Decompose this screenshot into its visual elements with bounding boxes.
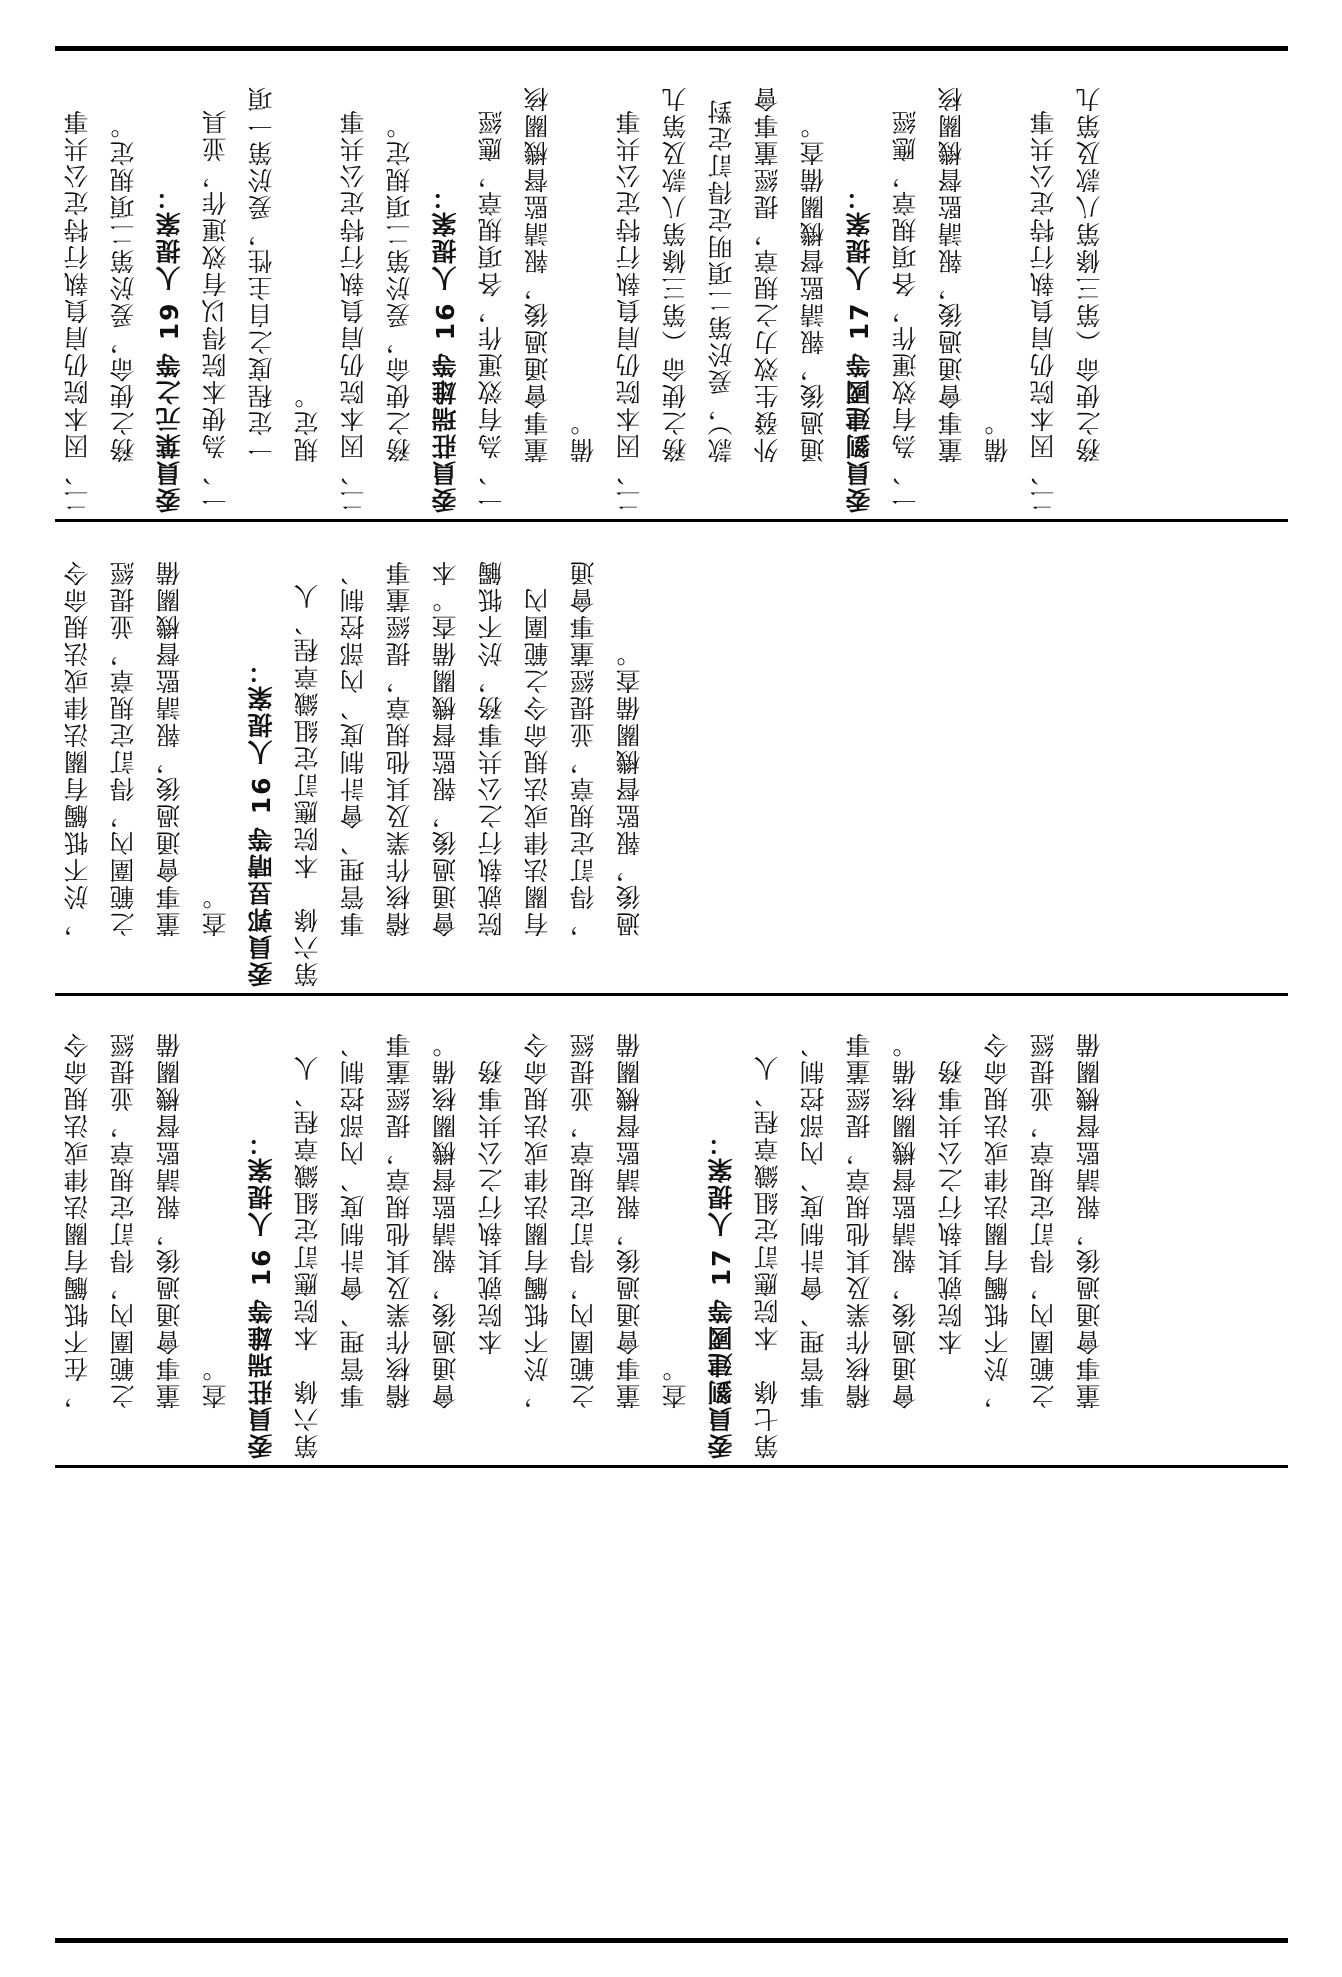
text-line: 款），爰於第二項明定得訂定對: [707, 97, 736, 463]
text-line: 查。: [201, 1355, 230, 1409]
text-line: 之範圍內，得訂定規章，並提經: [109, 1031, 138, 1409]
text-line: 會通過後，報請監督機關核備。: [431, 1031, 460, 1409]
text-line: 二、因本院仍肩負執行特定公共事: [339, 108, 368, 513]
proposal-heading: 委員劉建國等 17 人提案：: [845, 182, 874, 513]
text-line: 一定程度之自主性，爰於第一項: [247, 85, 276, 463]
text-line: 稽核作業及其他規章，提經董事: [845, 1031, 874, 1409]
text-line: 務之使命，爰於第二項規定。: [109, 112, 138, 463]
text-line: 一、為有效運作，各項規章，應經: [891, 108, 920, 513]
text-line: 第六條 本院應訂定組織章程、人: [293, 1054, 322, 1459]
text-line: ，得訂定規章，並提經董事會通: [569, 559, 598, 937]
text-line: 院就執行之公共事務，於不牴觸: [477, 559, 506, 937]
text-line: ，於不牴觸有關法律或法規命令: [63, 559, 92, 937]
rotated-document-body: [55, 51, 1288, 1465]
proposal-heading: 委員郭昱晴等 16 人提案：: [247, 656, 276, 987]
text-line: 之範圍內，得訂定規章，並提經: [1029, 1031, 1058, 1409]
text-line: 第七條 本院應訂定組織章程、人: [753, 1054, 782, 1459]
text-line: 有關法律或法規命令之範圍內: [523, 586, 552, 937]
text-line: 過後，報監督機關備查。: [615, 640, 644, 937]
text-line: 二、因本院仍肩負執行特定公共事: [63, 108, 92, 513]
text-band-2: [55, 523, 1288, 993]
column-band-3: [55, 997, 1288, 1465]
band-separator-1: [55, 519, 1288, 522]
band-separator-2: [55, 993, 1288, 996]
text-line: 備。: [983, 409, 1012, 463]
column-band-2: [55, 523, 1288, 993]
text-band-3: [55, 997, 1288, 1465]
text-line: 稽核作業及其他規章，提經董事: [385, 1031, 414, 1409]
text-line: 二、因本院仍肩負執行特定公共事: [615, 108, 644, 513]
column-band-1: [55, 51, 1288, 519]
text-line: 事管理、會計制度、內部控制、: [799, 1031, 828, 1409]
text-line: ，於不牴觸有關法律或法規命令: [983, 1031, 1012, 1409]
proposal-heading: 委員葉元之等 19 人提案：: [155, 182, 184, 513]
text-line: 一、為使本院得以有效運作，並具: [201, 108, 230, 513]
text-line: 會通過後，報請監督機關核備。: [891, 1031, 920, 1409]
text-line: 董事會通過後，報請監督機關核: [523, 85, 552, 463]
text-line: 之範圍內，得訂定規章，並提經: [109, 559, 138, 937]
text-line: 務之使命（第三條第八款及第九: [661, 85, 690, 463]
proposal-heading: 委員莊瑞雄等 16 人提案：: [431, 182, 460, 513]
text-line: 外發生效力之規章，提經董事會: [753, 85, 782, 463]
text-line: 董事會通過後，報請監督機關備: [155, 559, 184, 937]
text-line: 之範圍內，得訂定規章，並提經: [569, 1031, 598, 1409]
text-line: 查。: [661, 1355, 690, 1409]
text-line: 規定。: [293, 382, 322, 463]
text-line: 務之使命（第三條第八款及第九: [1075, 85, 1104, 463]
text-line: 會通過後，報監督機關備查。本: [431, 559, 460, 937]
text-line: 董事會通過後，報請監督機關備: [615, 1031, 644, 1409]
text-line: 通過後，報請監督機關備查。: [799, 112, 828, 463]
text-line: 一、為有效運作，各項規章，應經: [477, 108, 506, 513]
text-line: 事管理、會計制度、內部控制、: [339, 1031, 368, 1409]
text-line: ，於不牴觸有關法律或法規命令: [523, 1031, 552, 1409]
text-line: 務之使命，爰於第二項規定。: [385, 112, 414, 463]
text-line: 二、因本院仍肩負執行特定公共事: [1029, 108, 1058, 513]
text-line: 備。: [569, 409, 598, 463]
text-line: 董事會通過後，報請監督機關備: [1075, 1031, 1104, 1409]
text-line: 本院就其執行之公共事務: [477, 1058, 506, 1409]
bottom-rule: [55, 1938, 1288, 1943]
text-line: 事管理、會計制度、內部控制、: [339, 559, 368, 937]
band-bottom-rule: [55, 1465, 1288, 1468]
proposal-heading: 委員劉建國等 17 人提案：: [707, 1128, 736, 1459]
text-line: 查。: [201, 883, 230, 937]
text-line: 本院就其執行之公共事務: [937, 1058, 966, 1409]
text-line: 稽核作業及其他規章，提經董事: [385, 559, 414, 937]
proposal-heading: 委員莊瑞雄等 16 人提案：: [247, 1128, 276, 1459]
text-line: 第六條 本院應訂定組織章程、人: [293, 582, 322, 987]
text-line: 董事會通過後，報請監督機關備: [155, 1031, 184, 1409]
text-band-1: [55, 51, 1288, 519]
text-line: 董事會通過後，報請監督機關核: [937, 85, 966, 463]
text-line: ，在不牴觸有關法律或法規命令: [63, 1031, 92, 1409]
